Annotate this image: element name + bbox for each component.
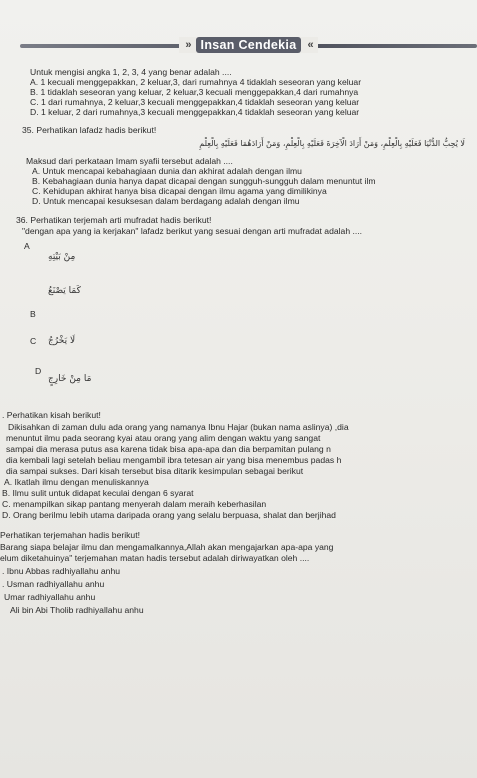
q38-line-2: elum diketahuinya" terjemahan matan hadis tersebut adalah diriwayatkan oleh .... [0,553,310,563]
q34-option-b[interactable]: B. 1 tidaklah seseoran yang keluar, 2 keluar,3 kecuali menggepakkan,4 dari rumahnya [30,87,359,97]
q37-story-line-3: sampai dia merasa putus asa karena tidak bisa apa-apa dan dia berpamitan pulang n [6,444,331,454]
q36-option-a-arabic: مِنْ بَيْتِهِ [48,252,76,262]
header-banner [20,36,477,54]
q36-option-d-arabic: مَا مِنْ خَارِجٍ [48,374,92,384]
q34-option-d[interactable]: D. 1 keluar, 2 dari rumahnya,3 kecuali menggepakkan,4 tidaklah seseoran yang keluar [30,107,360,117]
q34-option-a[interactable]: A. 1 kecuali menggepakkan, 2 keluar,3, dari rumahnya 4 tidaklah seseoran yang keluar [30,77,362,87]
q35-question: Maksud dari perkataan Imam syafii tersebut adalah .... [26,156,233,166]
q37-option-a[interactable]: A. Ikatlah ilmu dengan menuliskannya [4,477,149,487]
q36-stem: 36. Perhatikan terjemah arti mufradat hadis berikut! [16,215,212,225]
q34-option-c[interactable]: C. 1 dari rumahnya, 2 keluar,3 kecuali menggepakkan,4 tidaklah seseoran yang keluar [30,97,360,107]
q37-story-line-1: Dikisahkan di zaman dulu ada orang yang namanya Ibnu Hajar (bukan nama aslinya) ,dia [8,422,349,432]
q38-option-a[interactable]: . Ibnu Abbas radhiyallahu anhu [2,566,121,576]
q36-option-b-arabic: كَمَا يَصْنَعُ [48,286,81,296]
q38-line-1: Barang siapa belajar ilmu dan mengamalkannya,Allah akan mengajarkan apa-apa yang [0,542,334,552]
q37-option-c[interactable]: C. menampilkan sikap pantang menyerah dalam meraih keberhasilan [2,499,267,509]
q36-option-a-letter[interactable]: A [24,241,30,251]
q36-option-c-arabic: لَا يَخْرُجُ [48,336,76,346]
q35-option-d[interactable]: D. Untuk mencapai kesuksesan dalam berdagang adalah dengan ilmu [32,196,300,206]
q36-option-c-letter[interactable]: C [30,336,37,346]
q38-option-b[interactable]: . Usman radhiyallahu anhu [2,579,105,589]
q37-story-line-5: dia sampai sukses. Dari kisah tersebut bisa ditarik kesimpulan sebagai berikut [6,466,304,476]
q36-option-b-letter[interactable]: B [30,309,36,319]
q36-option-d-letter[interactable]: D [35,366,42,376]
q37-story-line-2: menuntut ilmu pada seorang kyai atau orang yang alim dengan waktu yang sangat [6,433,321,443]
brand-group [179,37,317,53]
q35-stem: 35. Perhatikan lafadz hadis berikut! [22,125,157,135]
q35-arabic-text: لَا يُحِبُّ الدُّنْيَا فَعَلَيْهِ بِالْعِلْمِ، وَمَنْ أَرَادَ الْآخِرَةَ فَعَلَيْهِ بِالْعِلْمِ، وَمَنْ أَرَادَهُمَا فَعَلَيْهِ بِالْعِلْمِ [199,139,465,148]
q38-option-c[interactable]: Umar radhiyallahu anhu [4,592,96,602]
q37-option-b[interactable]: B. Ilmu sulit untuk didapat keculai dengan 6 syarat [2,488,194,498]
q35-option-a[interactable]: A. Untuk mencapai kebahagiaan dunia dan akhirat adalah dengan ilmu [32,166,302,176]
q36-question: "dengan apa yang ia kerjakan" lafadz berikut yang sesuai dengan arti mufradat adalah .... [22,226,363,236]
q37-story-line-4: dia kembali lagi setelah beliau mengambil ibra tetesan air yang bisa menembus padas h [6,455,342,465]
q37-option-d[interactable]: D. Orang berilmu lebih utama daripada orang yang selalu berpuasa, shalat dan berjihad [2,510,336,520]
q35-option-c[interactable]: C. Kehidupan akhirat hanya bisa dicapai dengan ilmu agama yang dimilikinya [32,186,327,196]
q38-stem: Perhatikan terjemahan hadis berikut! [0,530,140,540]
q37-stem: . Perhatikan kisah berikut! [2,410,101,420]
q38-option-d[interactable]: Ali bin Abi Tholib radhiyallahu anhu [10,605,144,615]
q35-option-b[interactable]: B. Kebahagiaan dunia hanya dapat dicapai dengan sungguh-sungguh dalam menuntut ilm [32,176,376,186]
chevron-right-icon: » [185,39,190,51]
q34-stem: Untuk mengisi angka 1, 2, 3, 4 yang benar adalah .... [30,67,232,77]
brand-title: Insan Cendekia [196,37,302,53]
chevron-left-icon: « [307,39,312,51]
